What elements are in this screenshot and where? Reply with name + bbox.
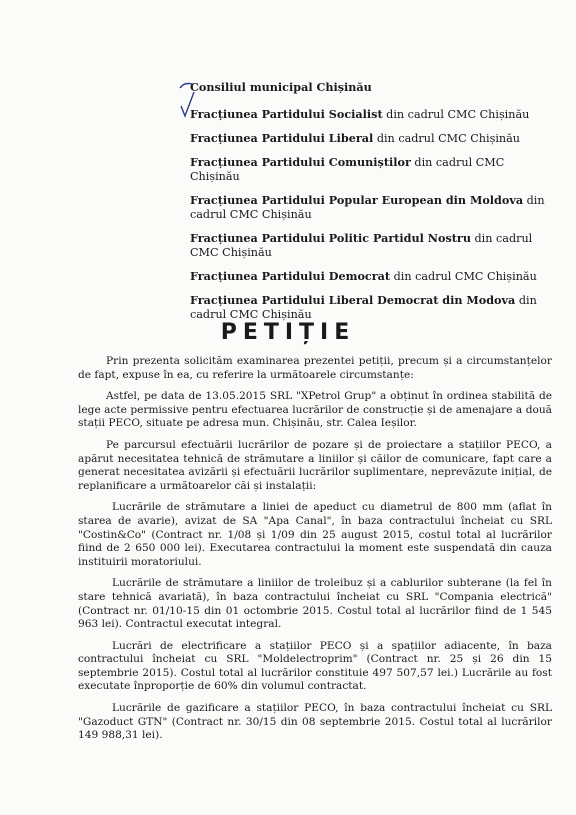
- paragraph: Astfel, pe data de 13.05.2015 SRL "XPetrol Grup" a obținut în ordinea stabilită de lege acte permissive pentru efectuarea lucrărilor de construcție și de amenajare a două stații PECO, situate pe adresa mun. Chișinău, str. Calea Ieșilor.: [78, 390, 552, 430]
- paragraph: Prin prezenta solicităm examinarea prezentei petiții, precum și a circumstanțelor de fapt, expuse în ea, cu referire la următoarele circumstanțe:: [78, 355, 552, 381]
- paragraph: Lucrări de electrificare a stațiilor PECO și a spațiilor adiacente, în baza contractului încheiat cu SRL "Moldelectroprim" (Contract nr. 25 și 26 din 15 septembrie 2015). Costul total al lucrărilor constituie 497 507,57 lei.) Lucrările au fost executate înproporție de 60% din volumul contractat.: [78, 639, 552, 693]
- recipients-list: [190, 80, 550, 331]
- paragraph: Lucrările de gazificare a stațiilor PECO, în baza contractului încheiat cu SRL "Gazoduct GTN" (Contract nr. 30/15 din 08 septembrie 2015. Costul total al lucrărilor 149 988,31 lei).: [78, 702, 552, 742]
- recipient-faction: Fracțiunea Partidului Comuniștilor din cadrul CMC Chișinău: [190, 155, 505, 183]
- recipient-faction: Fracțiunea Partidului Popular European din Moldova din cadrul CMC Chișinău: [190, 193, 545, 221]
- paragraph: Lucrările de strămutare a liniei de apeduct cu diametrul de 800 mm (aflat în starea de avarie), avizat de SA "Apa Canal", în baza contractului încheiat cu SRL "Costin&Co" (Contract nr. 1/08 și 1/09 din 25 august 2015, costul total al lucrărilor fiind de 2 650 000 lei). Executarea contractului la moment este suspendată din cauza instituirii moratoriului.: [78, 501, 552, 568]
- document-title: PETIȚIE: [220, 320, 356, 345]
- recipient-faction: Fracțiunea Partidului Socialist din cadrul CMC Chișinău: [190, 107, 530, 121]
- recipient-council: Consiliul municipal Chișinău: [190, 80, 372, 94]
- recipient-faction: Fracțiunea Partidului Politic Partidul Nostru din cadrul CMC Chișinău: [190, 231, 533, 259]
- paragraph: Lucrările de strămutare a liniilor de troleibuz și a cablurilor subterane (la fel în stare tehnică avariată), în baza contractului încheiat cu SRL "Compania electrică" (Contract nr. 01/10-15 din 01 octombrie 2015. Costul total al lucrărilor fiind de 1 545 963 lei). Contractul executat integral.: [78, 577, 552, 631]
- paragraph: Pe parcursul efectuării lucrărilor de pozare și de proiectare a stațiilor PECO, a apărut necesitatea tehnică de strămutare a liniilor și căilor de comunicare, fapt care a generat necesitatea avizării și efectuării lucrărilor suplimentare, neprevăzute inițial, de replanificare a următoarelor căi și instalații:: [78, 438, 552, 492]
- recipient-faction: Fracțiunea Partidului Liberal Democrat din Modova din cadrul CMC Chișinău: [190, 293, 537, 321]
- document-body: [78, 355, 552, 751]
- recipient-faction: Fracțiunea Partidului Liberal din cadrul CMC Chișinău: [190, 131, 520, 145]
- recipient-faction: Fracțiunea Partidului Democrat din cadrul CMC Chișinău: [190, 269, 537, 283]
